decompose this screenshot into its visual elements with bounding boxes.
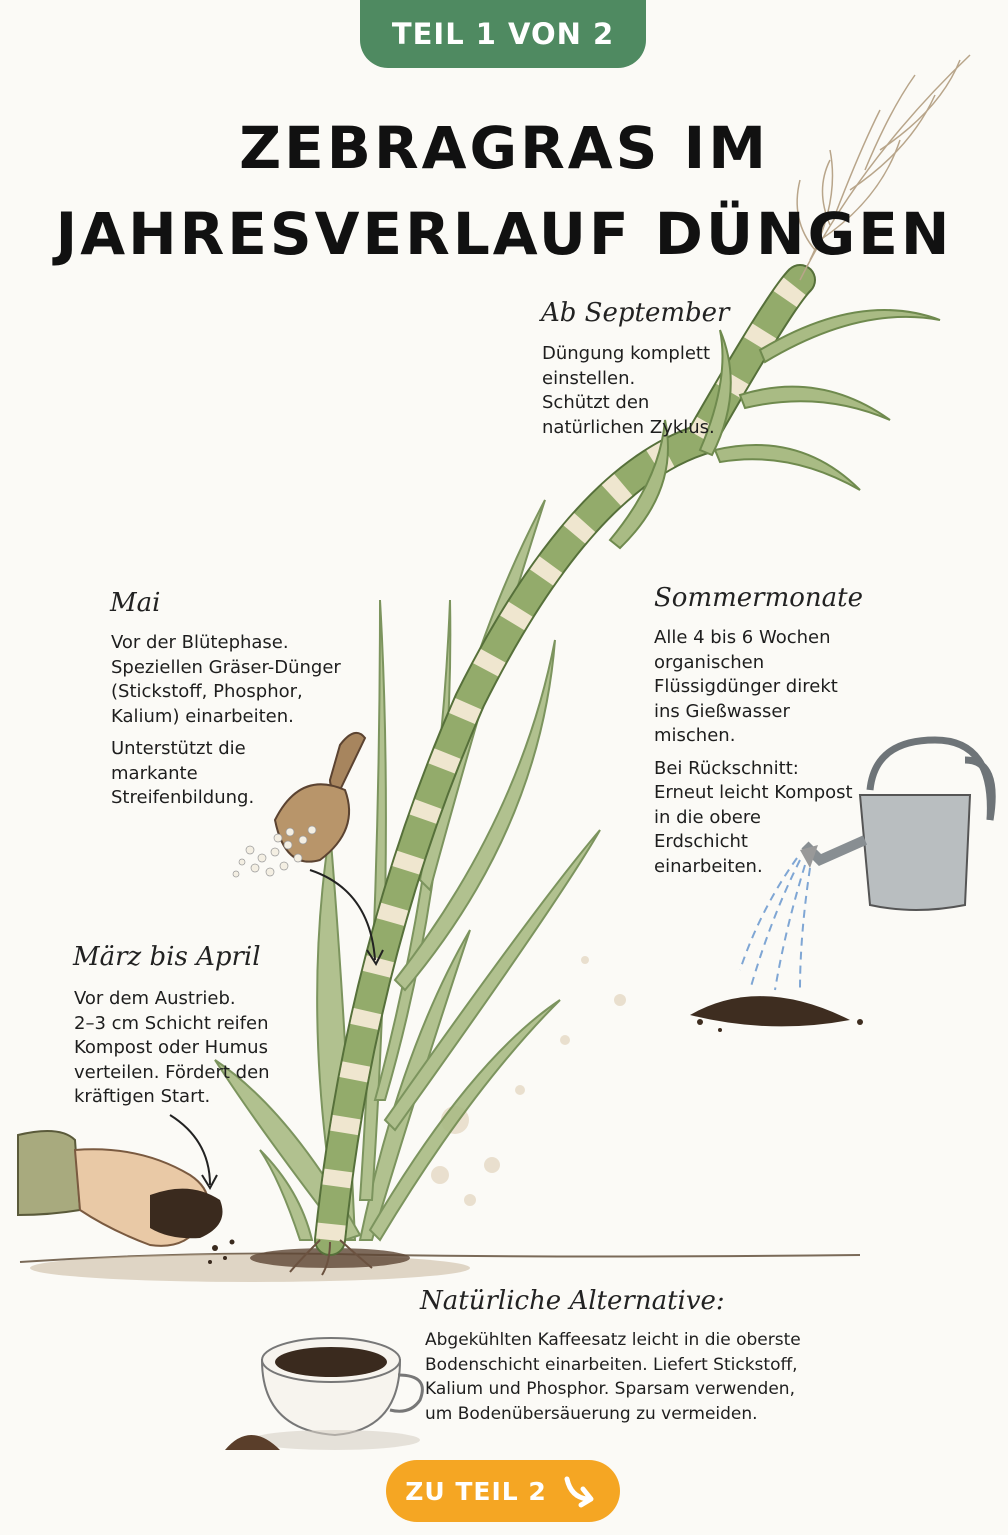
september-line: Schützt den [542,392,650,413]
maerz-line: Kompost oder Humus [74,1037,268,1058]
sommer-line: Alle 4 bis 6 Wochen [654,627,831,648]
maerz-heading: März bis April [73,942,261,972]
sommer-paragraph-1 [654,626,853,749]
mai-paragraph-1 [111,631,341,729]
september-line: Düngung komplett [542,343,711,364]
sommer-line: Bei Rückschnitt: [654,757,799,779]
mai-line: Speziellen Gräser-Dünger [111,656,341,678]
part-badge-label: TEIL 1 VON 2 [391,17,615,51]
soil-mound [690,996,863,1032]
alternative-line: Kalium und Phosphor. Sparsam verwenden, [425,1379,795,1399]
september-text [542,342,715,440]
maerz-line: verteilen. Fördert den [74,1061,270,1083]
sommer-line: organischen [654,651,765,673]
sommer-line: Flüssigdünger direkt [654,676,838,697]
september-heading: Ab September [541,298,730,328]
mai-line: (Stickstoff, Phosphor, [111,681,303,702]
sommer-paragraph-2 [654,757,853,880]
page-title [0,105,1008,277]
sommer-line: in die obere [654,806,761,828]
mai-line: Vor der Blütephase. [111,632,289,653]
maerz-line: 2–3 cm Schicht reifen [74,1012,269,1034]
alternative-text [425,1328,801,1426]
sommer-text [654,626,853,887]
sommer-line: mischen. [654,725,736,746]
alternative-line: um Bodenübersäuerung zu vermeiden. [425,1403,758,1424]
september-line: einstellen. [542,367,636,389]
maerz-text [74,987,270,1110]
sommer-line: Erdschicht [654,831,748,852]
ground [20,1248,860,1282]
mai-heading: Mai [110,588,161,618]
paint-splotches [431,956,626,1206]
maerz-line: kräftigen Start. [74,1086,211,1107]
sommer-line: Erneut leicht Kompost [654,782,853,803]
mai-line: Kalium) einarbeiten. [111,705,294,727]
mai-line: markante [111,762,198,784]
coffee-cup [225,1338,422,1450]
alternative-heading: Natürliche Alternative: [420,1286,725,1316]
title-line-1: ZEBRAGRAS IM [239,114,769,182]
mai-text [111,631,341,819]
arrow-down-right-icon [561,1471,601,1511]
part-badge [360,0,646,68]
maerz-line: Vor dem Austrieb. [74,988,236,1009]
alternative-line: Bodenschicht einarbeiten. Liefert Stickstoff, [425,1354,798,1375]
mai-line: Streifenbildung. [111,787,255,808]
september-line: natürlichen Zyklus. [542,416,715,438]
sommer-line: ins Gießwasser [654,700,790,722]
sommer-line: einarbeiten. [654,855,763,877]
next-part-button[interactable] [386,1460,620,1522]
mai-line: Unterstützt die [111,738,246,759]
next-part-label: ZU TEIL 2 [405,1476,547,1506]
mai-paragraph-2 [111,737,341,811]
sommer-heading: Sommermonate [654,583,863,613]
title-line-2: JAHRESVERLAUF DÜNGEN [55,200,953,268]
alternative-line: Abgekühlten Kaffeesatz leicht in die oberste [425,1330,801,1350]
